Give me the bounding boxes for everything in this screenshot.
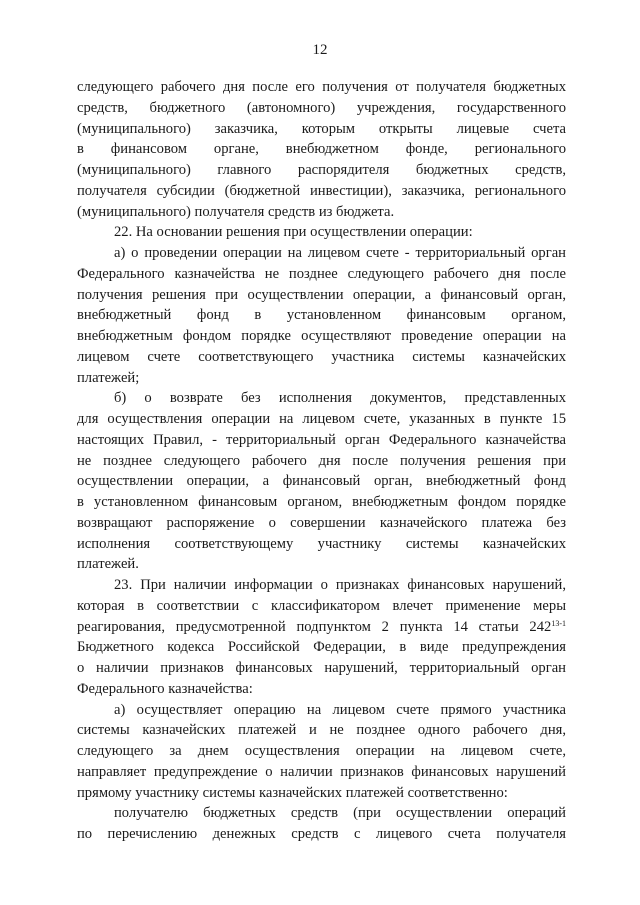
text-line: Федерального казначейства не позднее следующего рабочего дня после bbox=[77, 265, 566, 282]
text-line: 23. При наличии информации о признаках финансовых нарушений, bbox=[114, 577, 566, 593]
text-line: направляет предупреждение о наличии признаков финансовых нарушений bbox=[77, 763, 566, 780]
text-line: Федерального казначейства: bbox=[77, 680, 253, 697]
text-line: 22. На основании решения при осуществлении операции: bbox=[114, 224, 473, 241]
text-line: в установленном финансовым органом, внебюджетным фондом порядке bbox=[77, 494, 566, 510]
text-line: внебюджетный фонд в установленном финансовым органом, bbox=[77, 307, 566, 324]
text-line: б) о возврате без исполнения документов, представленных bbox=[114, 390, 566, 407]
text-line: платежей. bbox=[77, 556, 139, 573]
document-body bbox=[77, 77, 566, 845]
text-line: настоящих Правил, - территориальный орган Федерального казначейства bbox=[77, 431, 566, 448]
text-line: (муниципального) главного распорядителя бюджетных средств, bbox=[77, 162, 566, 178]
text-line: исполнения соответствующему участнику системы казначейских bbox=[77, 535, 566, 552]
text-line: лицевом счете соответствующего участника системы казначейских bbox=[77, 348, 566, 365]
text-line: Бюджетного кодекса Российской Федерации, в виде предупреждения bbox=[77, 639, 566, 656]
text-line: системы казначейских платежей и не позднее одного рабочего дня, bbox=[77, 722, 566, 739]
text-line: следующего рабочего дня после его получения от получателя бюджетных bbox=[77, 79, 566, 95]
text-line bbox=[77, 617, 566, 638]
text-line: прямому участнику системы казначейских платежей соответственно: bbox=[77, 784, 508, 801]
text-line: осуществлении операции, а финансовый орган, внебюджетный фонд bbox=[77, 473, 566, 490]
text-line: а) осуществляет операцию на лицевом счете прямого участника bbox=[114, 701, 566, 718]
text-line: средств, бюджетного (автономного) учреждения, государственного bbox=[77, 99, 566, 116]
text-line: а) о проведении операции на лицевом счете - территориальный орган bbox=[114, 245, 566, 261]
text-line: в финансовом органе, внебюджетном фонде, регионального bbox=[77, 141, 566, 158]
text-line: (муниципального) получателя средств из бюджета. bbox=[77, 203, 395, 220]
text-line: платежей; bbox=[77, 369, 140, 386]
text-line: возвращают распоряжение о совершении казначейского платежа без bbox=[77, 514, 566, 531]
text-line: о наличии признаков финансовых нарушений, территориальный орган bbox=[77, 660, 566, 676]
text-line: получателя субсидии (бюджетной инвестиции), заказчика, регионального bbox=[77, 182, 566, 199]
text-line: для осуществления операции на лицевом счете, указанных в пункте 15 bbox=[77, 411, 566, 427]
text-line-content: реагирования, предусмотренной подпунктом 2 пункта 14 статьи 242 bbox=[77, 618, 552, 635]
text-line: которая в соответствии с классификатором влечет применение меры bbox=[77, 597, 566, 614]
text-line: (муниципального) заказчика, которым открыты лицевые счета bbox=[77, 120, 566, 137]
page-number: 12 bbox=[312, 42, 328, 58]
text-line: не позднее следующего рабочего дня после получения решения при bbox=[77, 452, 566, 469]
text-line: по перечислению денежных средств с лицевого счета получателя bbox=[77, 826, 566, 842]
text-line: следующего за днем осуществления операции на лицевом счете, bbox=[77, 743, 566, 759]
text-line: внебюджетным фондом порядке осуществляют проведение операции на bbox=[77, 328, 566, 344]
article-superscript: 13-1 bbox=[551, 618, 566, 628]
text-line: получателю бюджетных средств (при осуществлении операций bbox=[114, 805, 566, 822]
text-line: получения решения при осуществлении операции, а финансовый орган, bbox=[77, 286, 566, 303]
